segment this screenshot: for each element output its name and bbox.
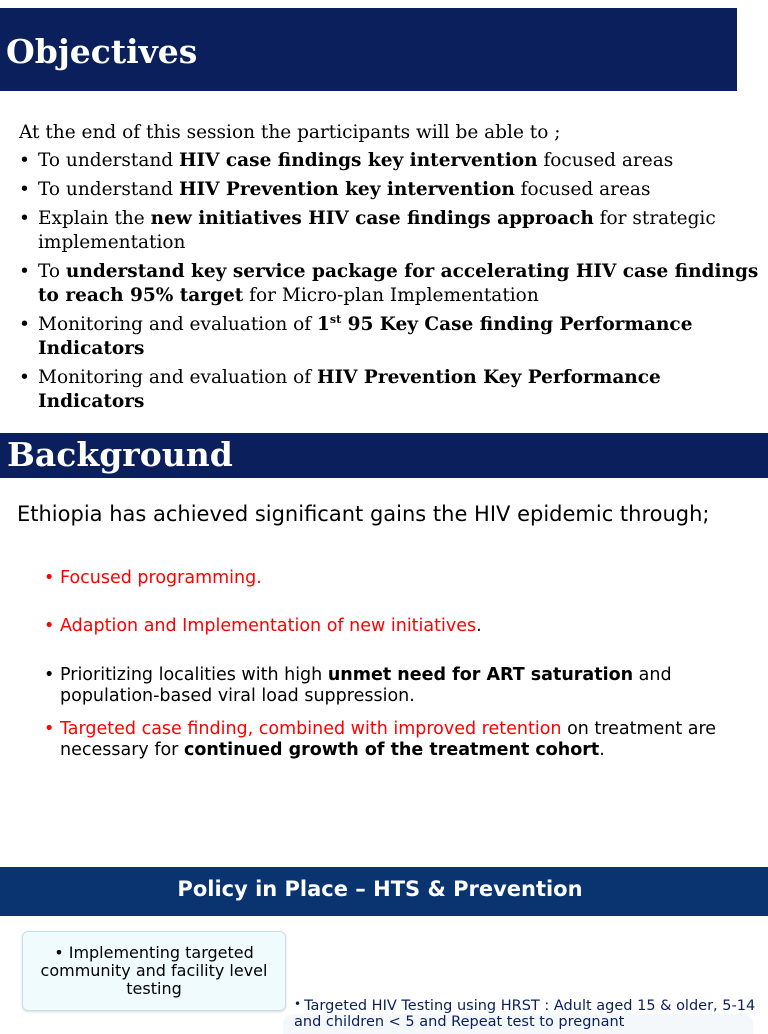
background-item: • Focused programming. — [44, 568, 759, 589]
policy-box — [22, 931, 286, 1011]
policy-title: Policy in Place – HTS & Prevention — [177, 877, 583, 901]
background-item: • Adaption and Implementation of new initiatives. — [44, 616, 759, 637]
objective-item: • Monitoring and evaluation of HIV Prevention Key Performance Indicators — [19, 366, 759, 414]
background-title: Background — [7, 435, 233, 474]
policy-right-text: • Targeted HIV Testing using HRST : Adult aged 15 & older, 5-14 and children < 5 and Repeat test to pregnant — [294, 997, 756, 1030]
objective-item: • Monitoring and evaluation of 1st 95 Key Case finding Performance Indicators — [19, 313, 759, 361]
objective-item: • Explain the new initiatives HIV case findings approach for strategic implementation — [19, 207, 759, 255]
background-item: • Prioritizing localities with high unmet need for ART saturation and population-based viral load suppression. — [44, 665, 759, 707]
objectives-title: Objectives — [6, 32, 198, 71]
background-intro: Ethiopia has achieved significant gains the HIV epidemic through; — [17, 502, 710, 526]
objective-item: • To understand key service package for accelerating HIV case findings to reach 95% target for Micro-plan Implementation — [19, 260, 759, 308]
background-item: • Targeted case finding, combined with improved retention on treatment are necessary for continued growth of the treatment cohort. — [44, 719, 759, 761]
background-list — [44, 568, 759, 761]
objectives-content — [19, 121, 759, 419]
objective-item: • To understand HIV case findings key intervention focused areas — [19, 149, 759, 173]
objectives-intro: At the end of this session the participants will be able to ; — [19, 122, 561, 143]
policy-banner — [0, 867, 768, 916]
policy-box-text: • Implementing targeted community and facility level testing — [40, 943, 268, 998]
objectives-banner — [0, 8, 737, 91]
background-banner — [0, 433, 768, 478]
objective-item: • To understand HIV Prevention key intervention focused areas — [19, 178, 759, 202]
objectives-list — [19, 149, 759, 414]
